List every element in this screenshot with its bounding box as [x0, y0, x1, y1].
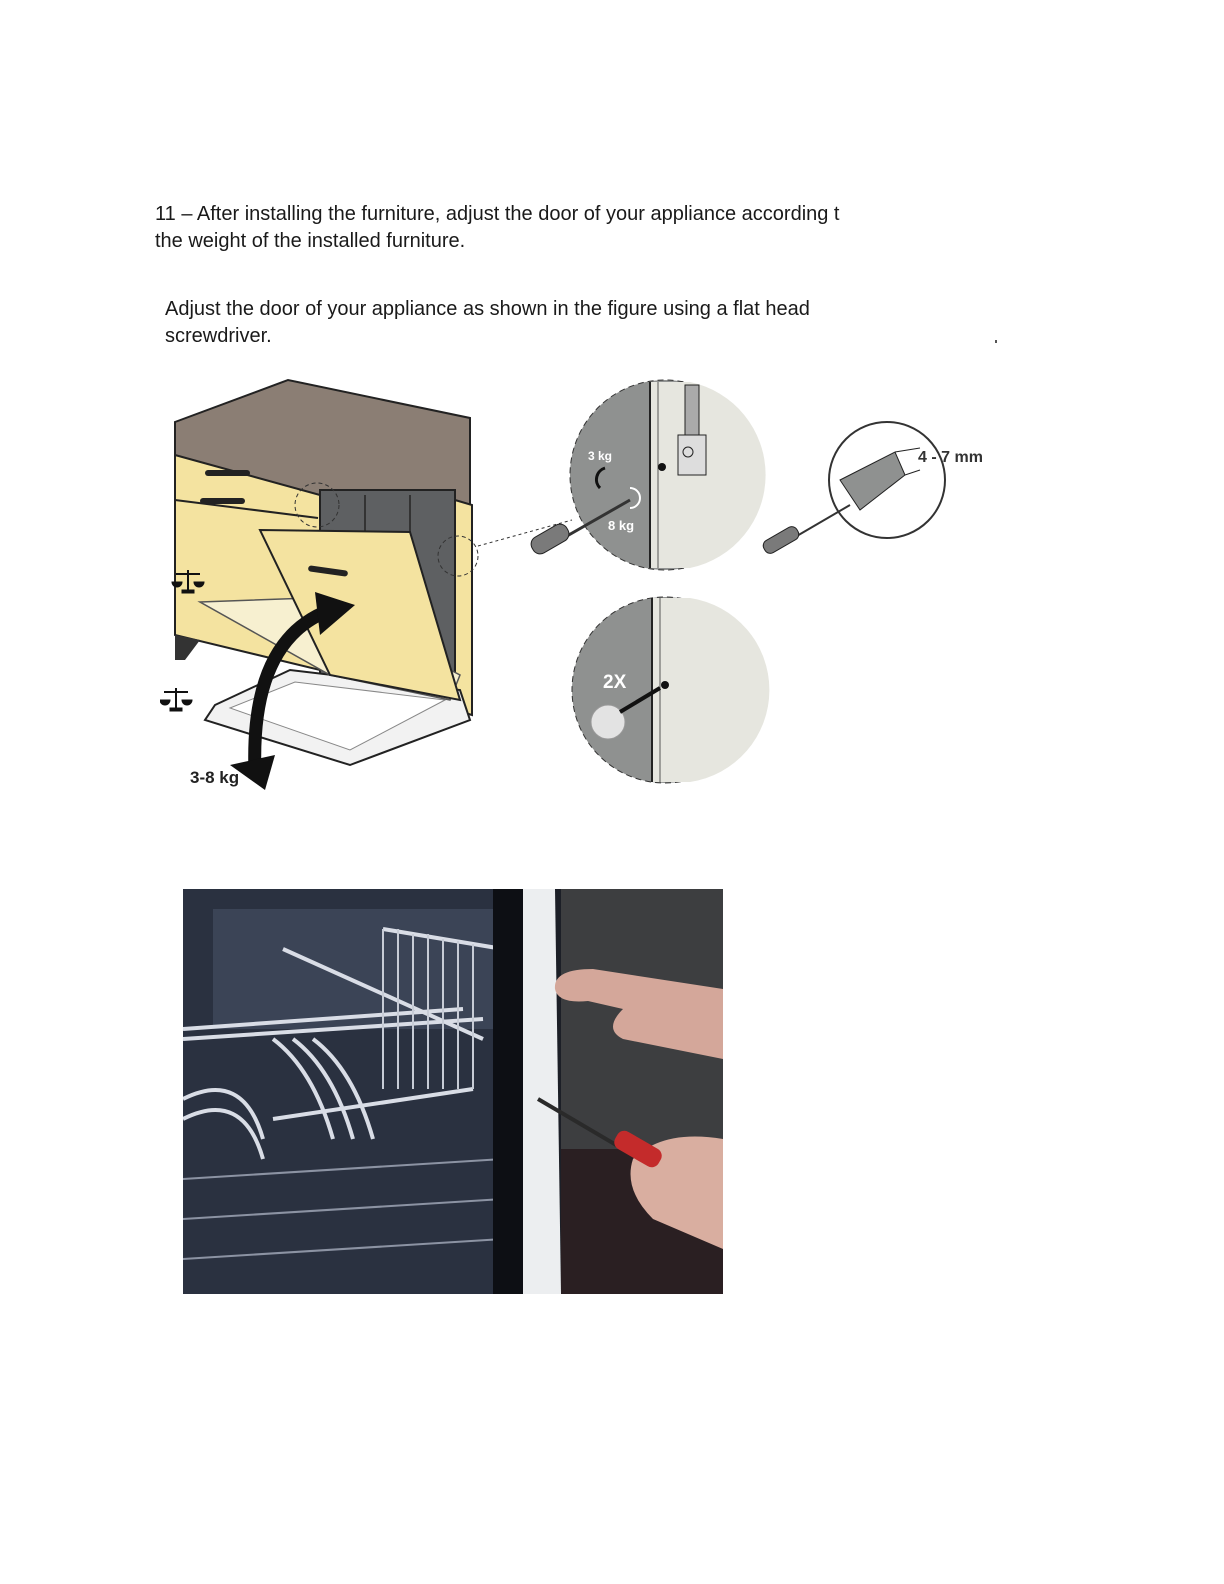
weight-range-label: 3-8 kg	[190, 768, 240, 787]
drawer-handle	[205, 470, 250, 476]
door-adjustment-diagram	[160, 370, 1010, 800]
screw-count-label: 2X	[603, 672, 627, 693]
hinge-detail	[570, 380, 766, 570]
door-edge	[523, 889, 561, 1294]
instruction-text	[165, 296, 925, 350]
min-weight-label: 3 kg	[588, 449, 613, 463]
step-line-2: the weight of the installed furniture.	[155, 230, 466, 252]
screw-cover-detail	[572, 597, 769, 783]
instruction-line-1: Adjust the door of your appliance as shown in the figure using a flat head	[165, 298, 810, 320]
instruction-line-2: screwdriver.	[165, 325, 272, 347]
step-11-text	[155, 201, 955, 255]
stray-mark	[995, 340, 997, 343]
balance-scale-icon	[160, 688, 192, 711]
gap-detail	[829, 422, 983, 538]
screwdriver-icon	[761, 505, 850, 556]
max-weight-label: 8 kg	[608, 518, 635, 533]
drawer-handle	[200, 498, 245, 504]
step-line-1: 11 – After installing the furniture, adjust the door of your appliance according t	[155, 203, 840, 225]
gap-label: 4 - 7 mm	[918, 449, 983, 466]
door-adjustment-photo	[183, 889, 723, 1294]
